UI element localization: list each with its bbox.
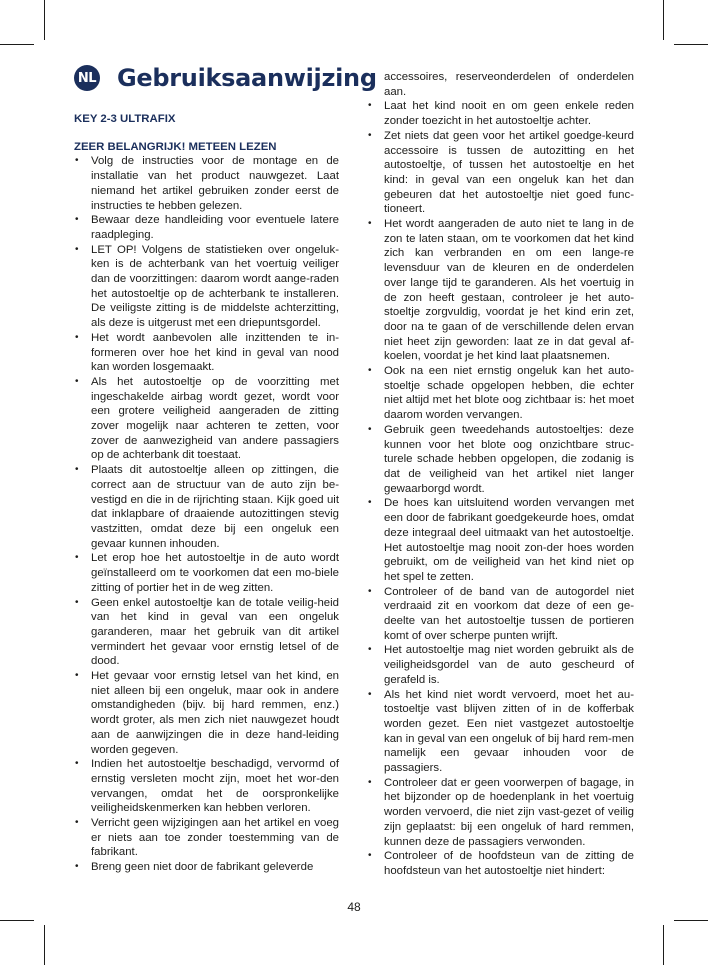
crop-mark-right-bottom [674, 920, 708, 921]
crop-mark-right-top [674, 44, 708, 45]
product-name: KEY 2-3 ULTRAFIX [74, 113, 176, 125]
list-item: • Het wordt aangeraden de auto niet te lang in de zon te laten staan, om te voorkomen dat het kind zich kan verbranden en om een lange-re levensduur van de kleuren en de onderdelen over lange tijd te garanderen. Als het voertuig in de zon heeft gestaan, controleer je het auto-stoeltje zorgvuldig, voordat je het kind erin zet, door na te gaan of de verschillende delen ervan niet heet zijn geworden: laat ze in dat geval af-koelen, voordat je het kind laat plaatsnemen. [367, 217, 634, 364]
list-item: • Verricht geen wijzigingen aan het artikel en voeg er niets aan toe zonder toestemming van de fabrikant. [74, 816, 339, 860]
left-bullet-list [74, 154, 339, 874]
list-item: • Het autostoeltje mag niet worden gebruikt als de veiligheidsgordel van de auto gescheurd of gerafeld is. [367, 643, 634, 687]
list-item: • Controleer of de band van de autogordel niet verdraaid zit en voorkom dat deze of een ge-deelte van het autostoeltje tussen de portieren komt of over scherpe punten wrijft. [367, 585, 634, 644]
list-item: • LET OP! Volgens de statistieken over ongeluk-ken is de achterbank van het voertuig veiliger dan de voorzittingen: daarom wordt aange-raden het autostoeltje op de achterbank te installeren. De veiligste zitting is de middelste achterzitting, als deze is uitgerust met een driepuntsgordel. [74, 243, 339, 331]
list-item: • Als het kind niet wordt vervoerd, moet het au-tostoeltje vast blijven zitten of in de kofferbak worden gezet. Een niet vastgezet autostoeltje kan in geval van een ongeluk of bij hard rem-men namelijk een gevaar inhouden voor de passagiers. [367, 688, 634, 776]
crop-mark-bottom-right [663, 925, 664, 965]
language-badge: NL [74, 65, 100, 91]
list-item: • Controleer dat er geen voorwerpen of bagage, in het bijzonder op de hoedenplank in het voertuig worden vervoerd, die niet zijn vast-gezet of veilig zijn geplaatst: bij een ongeluk of hard remmen, kunnen deze de passagiers verwonden. [367, 776, 634, 850]
crop-mark-bottom-left [44, 925, 45, 965]
list-item: • Het gevaar voor ernstig letsel van het kind, en niet alleen bij een ongeluk, maar ook in andere omstandigheden (bijv. bij hard remmen, enz.) wordt groter, als men zich niet nauwgezet houdt aan de aanwijzingen die in deze hand-leiding worden gegeven. [74, 669, 339, 757]
section-heading: ZEER BELANGRIJK! METEEN LEZEN [74, 140, 277, 153]
page-title: Gebruiksaanwijzing [117, 64, 377, 92]
continued-text: accessoires, reserveonderdelen of onderdelen aan. [384, 71, 634, 98]
right-column [367, 70, 634, 879]
crop-mark-left-bottom [0, 920, 34, 921]
right-bullet-list [367, 99, 634, 878]
list-item: • Geen enkel autostoeltje kan de totale veilig-heid van het kind in geval van een ongeluk garanderen, maar het gebruik van dit artikel vermindert het gevaar voor ernstig letsel of de dood. [74, 596, 339, 670]
list-item: • Laat het kind nooit en om geen enkele reden zonder toezicht in het autostoeltje achter. [367, 99, 634, 128]
crop-mark-top-right [663, 0, 664, 40]
page-number: 48 [347, 900, 361, 914]
page-header [74, 64, 377, 92]
list-item: • Breng geen niet door de fabrikant geleverde [74, 860, 339, 875]
list-item: • Ook na een niet ernstig ongeluk kan het auto-stoeltje schade opgelopen hebben, die echter niet altijd met het blote oog zichtbaar is: het moet daarom worden vervangen. [367, 364, 634, 423]
left-column [74, 112, 339, 875]
crop-mark-top-left [44, 0, 45, 40]
list-item: • Let erop hoe het autostoeltje in de auto wordt geïnstalleerd om te voorkomen dat een mo-biele zitting of portier het in de weg zitten. [74, 551, 339, 595]
list-item: • Zet niets dat geen voor het artikel goedge-keurd accessoire is tussen de autozitting en het autostoeltje, of tussen het autostoeltje en het kind: in geval van een ongeluk kan het dan gebeuren dat het autostoeltje niet goed func-tioneert. [367, 129, 634, 217]
list-item: • Als het autostoeltje op de voorzitting met ingeschakelde airbag wordt gezet, wordt voor een grotere veiligheid aangeraden de zitting zover mogelijk naar achteren te zetten, voor zover de aanwezigheid van andere passagiers op de achterbank dit toestaat. [74, 375, 339, 463]
list-item: • Volg de instructies voor de montage en de installatie van het product nauwgezet. Laat niemand het artikel gebruiken zonder eerst de instructies te hebben gelezen. [74, 154, 339, 213]
list-item: • Controleer of de hoofdsteun van de zitting de hoofdsteun van het autostoeltje niet hindert: [367, 849, 634, 878]
list-item: • Indien het autostoeltje beschadigd, vervormd of ernstig versleten mocht zijn, moet het wor-den vervangen, omdat het de oorspronkelijke veiligheidskenmerken kan hebben verloren. [74, 757, 339, 816]
list-item: • De hoes kan uitsluitend worden vervangen met een door de fabrikant goedgekeurde hoes, omdat deze integraal deel uitmaakt van het autostoeltje. Het autostoeltje mag nooit zon-der hoes worden gebruikt, om de veiligheid van het kind niet op het spel te zetten. [367, 496, 634, 584]
list-item: • Bewaar deze handleiding voor eventuele latere raadpleging. [74, 213, 339, 242]
list-item: • Gebruik geen tweedehands autostoeltjes: deze kunnen voor het blote oog onzichtbare struc-turele schade hebben opgelopen, die zodanig is dat de veiligheid van het artikel niet langer gewaarborgd wordt. [367, 423, 634, 497]
crop-mark-left-top [0, 44, 34, 45]
list-item: • Plaats dit autostoeltje alleen op zittingen, die correct aan de structuur van de auto zijn be-vestigd en die in de rijrichting staan. Kijk goed uit dat inklapbare of draaiende autozittingen stevig vastzitten, omdat deze bij een ongeluk een gevaar kunnen inhouden. [74, 463, 339, 551]
list-item: • Het wordt aanbevolen alle inzittenden te in-formeren over hoe het kind in geval van nood kan worden losgemaakt. [74, 331, 339, 375]
